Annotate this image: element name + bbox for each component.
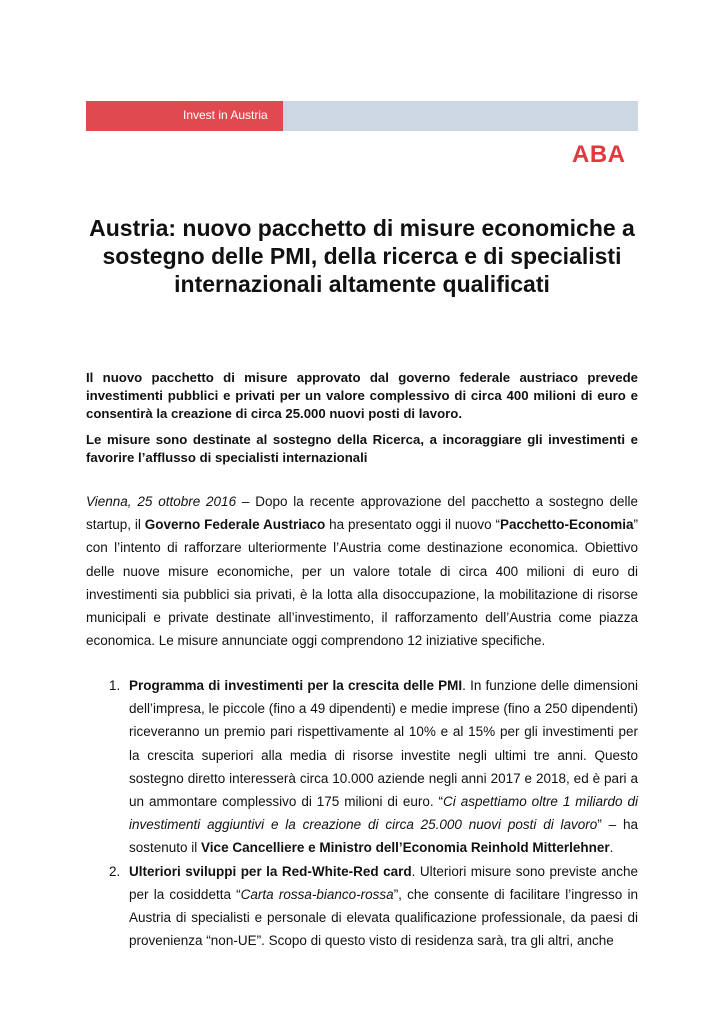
list-item-text: . [609,840,614,856]
list-item-text: . In funzione delle dimensioni dell’impresa, le piccole (fino a 49 dipendenti) e medie imprese (fino a 250 dipendenti) riceveranno un premio pari rispettivamente al 10% e al 15% per gli investimenti per la crescita superiori alla media di risorse investite negli ultimi tre anni. Questo sostegno diretto interesserà circa 10.000 aziende negli anni 2017 e 2018, ed è pari a un ammontare complessivo di 175 milioni di euro. “ [129,678,639,810]
list-item-heading: Programma di investimenti per la crescita delle PMI [129,678,463,693]
header-banner [86,101,638,131]
measures-list [86,674,638,952]
list-item-text: . Ulteriori misure sono previste anche per la cosiddetta “ [129,863,639,902]
intro-bold-government: Governo Federale Austriaco [144,517,326,533]
intro-paragraph [86,490,638,652]
lead-paragraph-1: Il nuovo pacchetto di misure approvato dal governo federale austriaco prevede investimenti pubblici e privati per un valore complessivo di circa 400 milioni di euro e consentirà la creazione di circa 25.000 nuovi posti di lavoro. [86,370,638,421]
list-item-text: ” – ha sostenuto il [129,817,638,856]
list-item-text: ”, che consente di facilitare l’ingresso in Austria di specialisti e personale di elevata qualificazione professionale, da paesi di provenienza “non-UE”. Scopo di questo visto di residenza sarà, tra gli altri, anche [129,886,639,949]
intro-text-3: ” con l’intento di rafforzare ulteriormente l’Austria come destinazione economica. Obiettivo delle nuove misure economiche, per un valore totale di circa 400 milioni di euro di investimenti sia pubblici sia privati, è la lotta alla disoccupazione, la mobilitazione di risorse municipali e private destinate all’investimento, il rafforzamento dell’Austria come piazza economica. Le misure annunciate oggi comprendono 12 iniziative specifiche. [86,517,638,649]
banner-gray-block [283,101,638,131]
aba-logo: ABA [572,141,626,168]
dateline: Vienna, 25 ottobre 2016 [86,494,237,509]
document-title: Austria: nuovo pacchetto di misure economiche a sostegno delle PMI, della ricerca e di specialisti internazionali altamente qualificati [89,215,635,297]
list-item-quote: Ci aspettiamo oltre 1 miliardo di investimenti aggiuntivi e la creazione di circa 25.000 nuovi posti di lavoro [129,794,638,833]
intro-bold-package: Pacchetto-Economia [499,517,634,533]
list-item-quote: Carta rossa-bianco-rossa [240,886,394,902]
list-item [86,674,638,860]
list-item-bold: Vice Cancelliere e Ministro dell’Economia Reinhold Mitterlehner [201,840,610,856]
list-item-number: 1. [109,678,121,693]
lead-paragraph-2: Le misure sono destinate al sostegno della Ricerca, a incoraggiare gli investimenti e favorire l’afflusso di specialisti internazionali [86,432,638,465]
banner-text: Invest in Austria [183,108,268,122]
list-item-number: 2. [109,863,121,879]
list-item-heading: Ulteriori sviluppi per la Red-White-Red card [129,863,412,879]
intro-text-2: ha presentato oggi il nuovo “ [325,517,500,533]
intro-text-1: – Dopo la recente approvazione del pacchetto a sostegno delle startup, il [86,494,639,533]
list-item [86,860,638,953]
